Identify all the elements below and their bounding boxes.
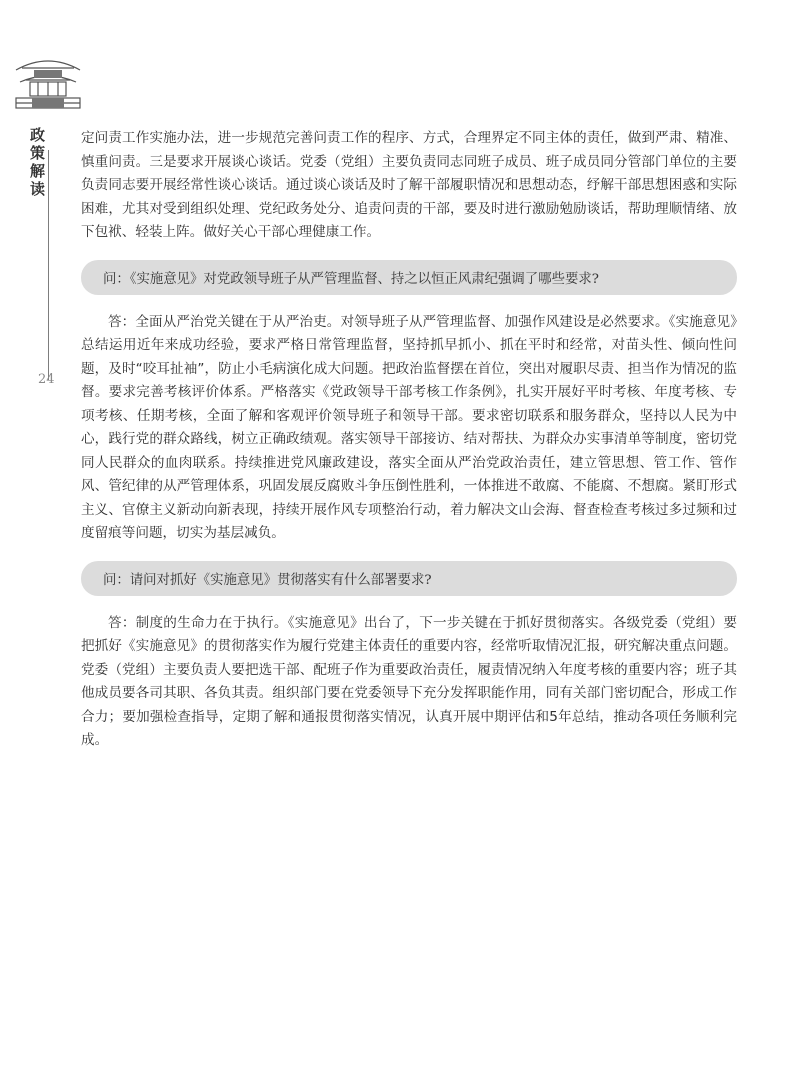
paragraph-1: 定问责工作实施办法，进一步规范完善问责工作的程序、方式，合理界定不同主体的责任，做到严肃、精准、慎重问责。三是要求开展谈心谈话。党委（党组）主要负责同志同班子成员、班子成员同分管部门单位的主要负责同志要开展经常性谈心谈话。通过谈心谈话及时了解干部履职情况和思想动态，纾解干部思想困惑和实际困难，尤其对受到组织处理、党纪政务处分、追责问责的干部，要及时进行激励勉励谈话，帮助理顺情绪、放下包袱、轻装上阵。做好关心干部心理健康工作。	[81, 130, 737, 240]
answer-2: 答：制度的生命力在于执行。《实施意见》出台了，下一步关键在于抓好贯彻落实。各级党委（党组）要把抓好《实施意见》的贯彻落实作为履行党建主体责任的重要内容，经常听取情况汇报，研究解决重点问题。党委（党组）主要负责人要把选干部、配班子作为重要政治责任，履责情况纳入年度考核的重要内容；班子其他成员要各司其职、各负其责。组织部门要在党委领导下充分发挥职能作用，同有关部门密切配合，形成工作合力；要加强检查指导，定期了解和通报贯彻落实情况，认真开展中期评估和5年总结，推动各项任务顺利完成。	[81, 614, 737, 748]
section-title: 政策解读	[30, 126, 46, 198]
sidebar-divider	[48, 150, 49, 380]
article-body	[81, 127, 737, 753]
question-box-2	[81, 561, 737, 596]
page-number: 24	[38, 372, 55, 387]
question-2-text: 问：请问对抓好《实施意见》贯彻落实有什么部署要求?	[103, 572, 432, 588]
pavilion-logo-icon	[12, 48, 84, 112]
answer-1: 答：全面从严治党关键在于从严治吏。对领导班子从严管理监督、加强作风建设是必然要求。《实施意见》总结运用近年来成功经验，要求严格日常管理监督，坚持抓早抓小、抓在平时和经常，对苗头性、倾向性问题，及时“咬耳扯袖”，防止小毛病演化成大问题。把政治监督摆在首位，突出对履职尽责、担当作为情况的监督。要求完善考核评价体系。严格落实《党政领导干部考核工作条例》，扎实开展好平时考核、年度考核、专项考核、任期考核，全面了解和客观评价领导班子和领导干部。要求密切联系和服务群众，坚持以人民为中心，践行党的群众路线，树立正确政绩观。落实领导干部接访、结对帮扶、为群众办实事清单等制度，密切党同人民群众的血肉联系。持续推进党风廉政建设，落实全面从严治党政治责任，建立管思想、管工作、管作风、管纪律的从严管理体系，巩固发展反腐败斗争压倒性胜利，一体推进不敢腐、不能腐、不想腐。紧盯形式主义、官僚主义新动向新表现，持续开展作风专项整治行动，着力解决文山会海、督查检查考核过多过频和过度留痕等问题，切实为基层减负。	[81, 313, 737, 541]
question-1-text: 问：《实施意见》对党政领导班子从严管理监督、持之以恒正风肃纪强调了哪些要求?	[103, 271, 599, 287]
question-box-1	[81, 260, 737, 295]
